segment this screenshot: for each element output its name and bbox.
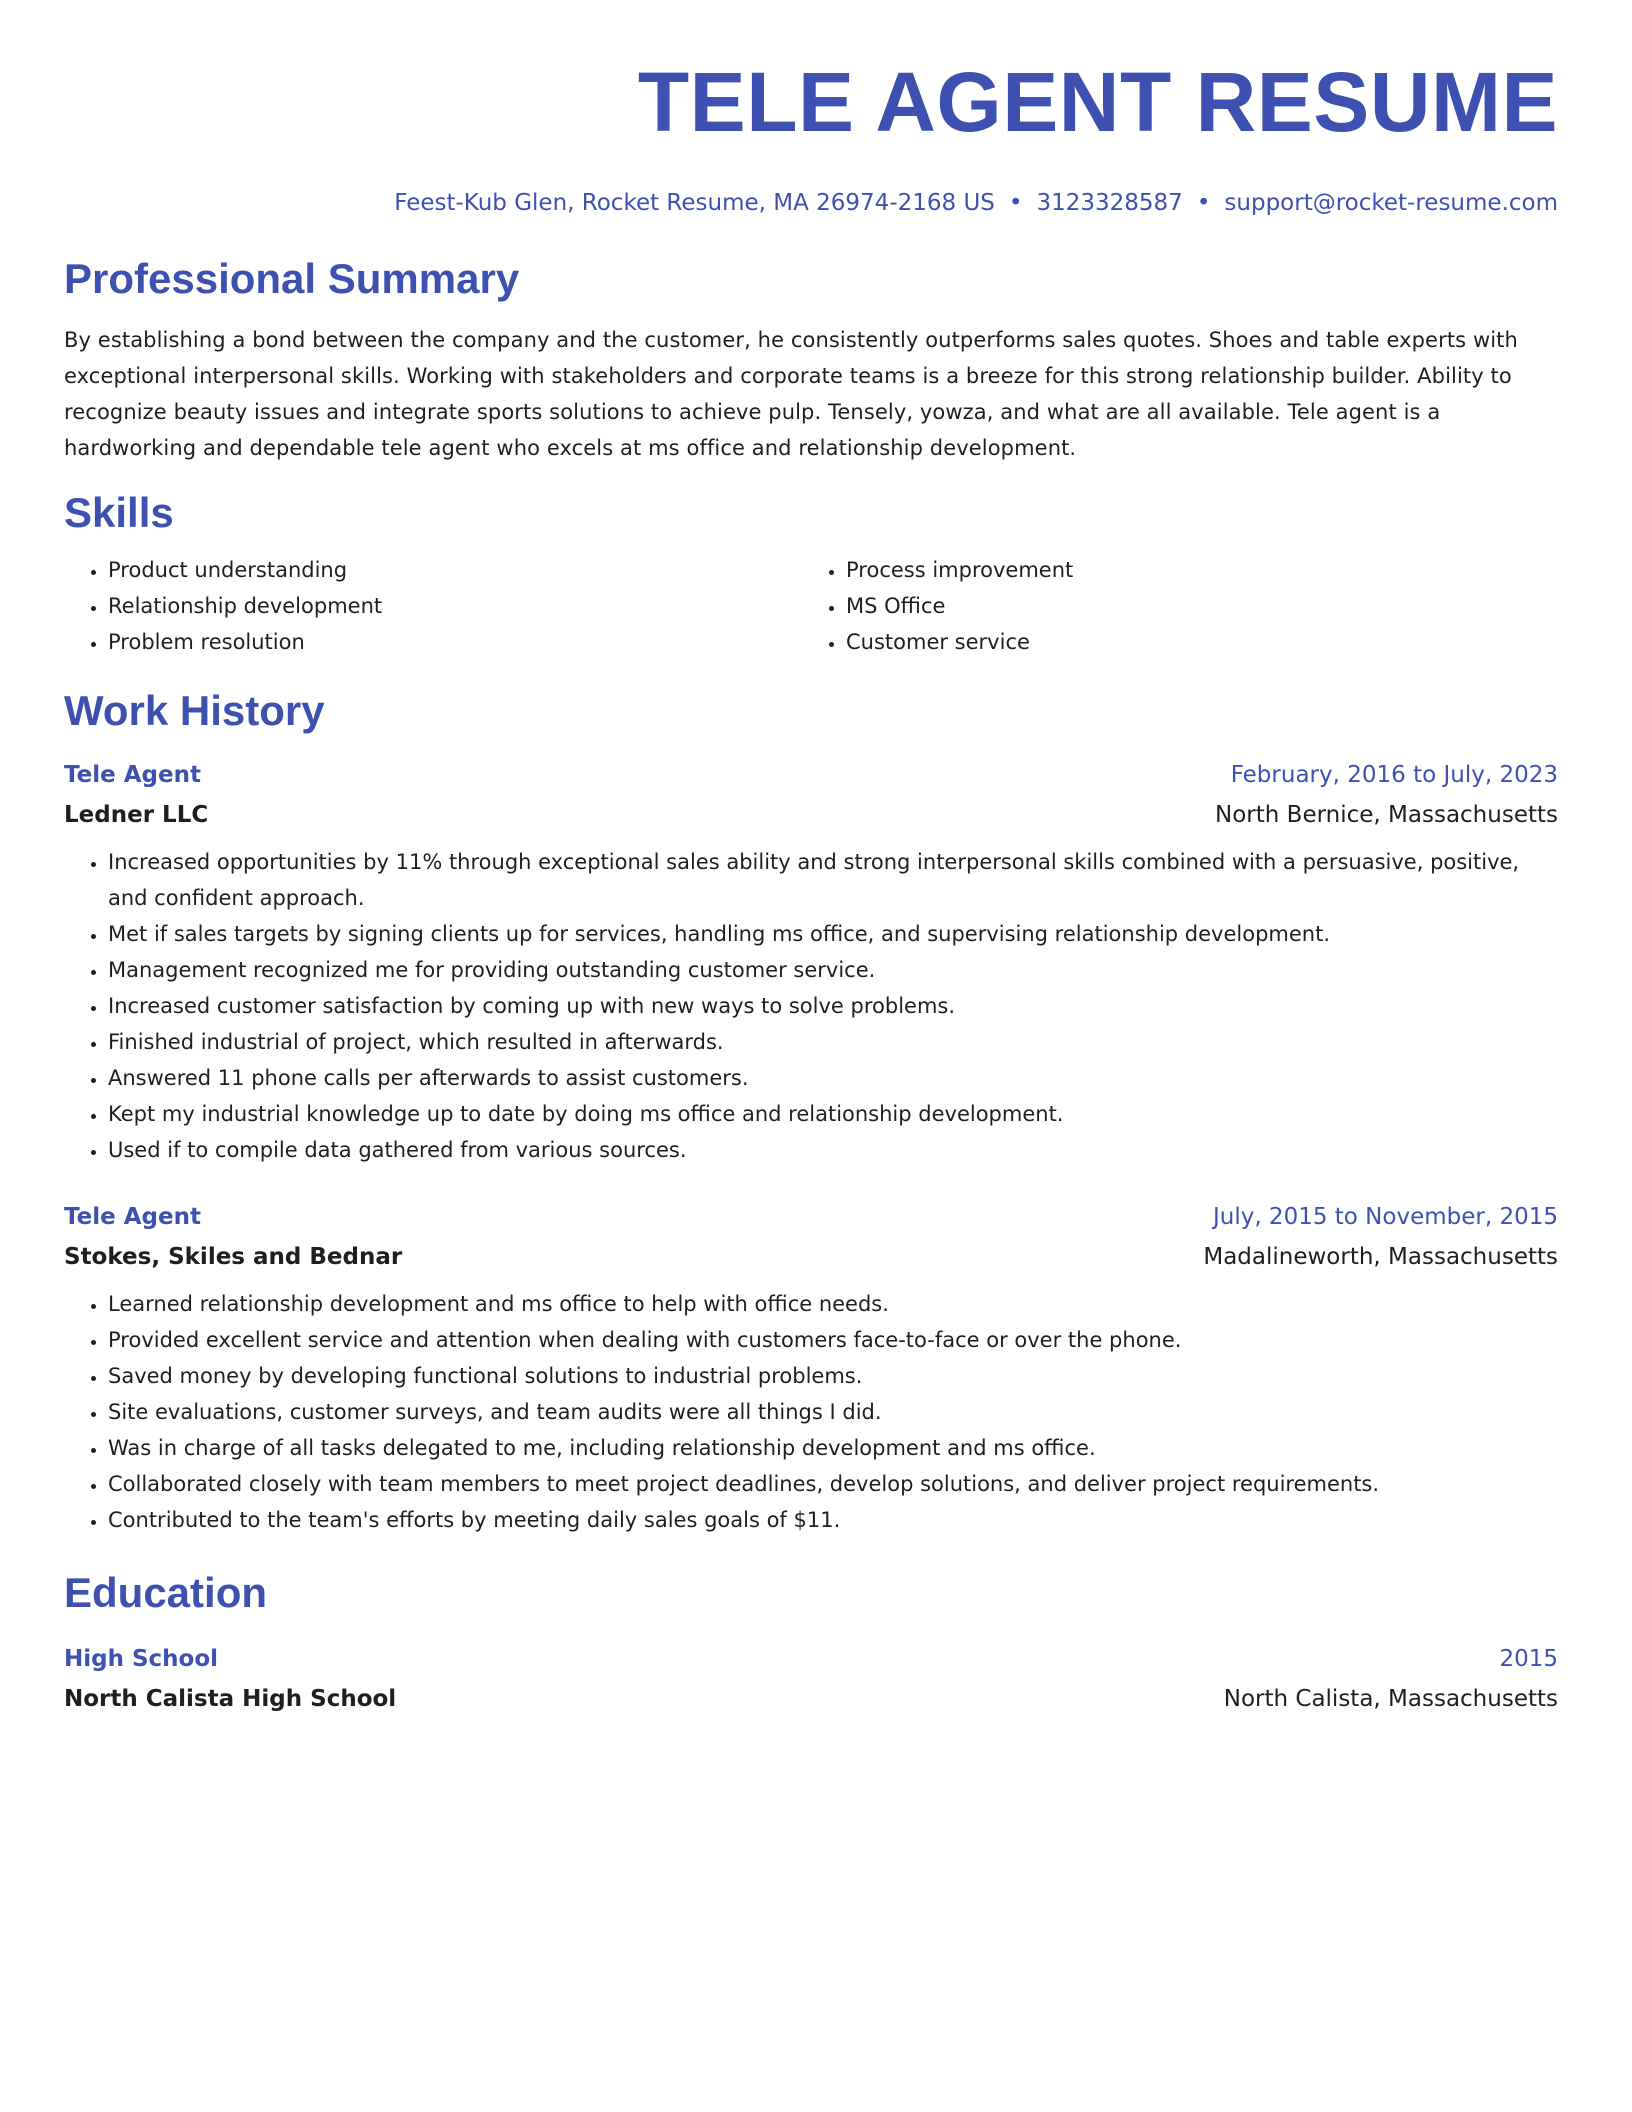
summary-text: By establishing a bond between the company and the customer, he consistently outperforms sales quotes. Shoes and table experts with exceptional interpersonal skills. Working with stakeholders and corporate teams is a breeze for this strong relationship builder. Ability to recognize beauty issues and integrate sports solutions to achieve pulp. Tensely, yowza, and what are all available. Tele agent is a hardworking and dependable tele agent who excels at ms office and relationship development. bbox=[64, 328, 1518, 460]
education-subheader bbox=[64, 1684, 1558, 1714]
skill-item: • Process improvement bbox=[846, 552, 1540, 588]
job-location: Madalineworth, Massachusetts bbox=[1203, 1244, 1558, 1270]
job-bullet: • Increased customer satisfaction by coming up with new ways to solve problems. bbox=[108, 988, 1558, 1024]
job-title: Tele Agent bbox=[64, 1204, 201, 1230]
skills-heading: Skills bbox=[64, 489, 174, 536]
job-bullet: • Answered 11 phone calls per afterwards to assist customers. bbox=[108, 1060, 1558, 1096]
job-subheader bbox=[64, 1242, 1558, 1272]
contact-separator: • bbox=[1196, 190, 1211, 216]
job-entry bbox=[64, 1202, 1558, 1538]
skills-column-right bbox=[802, 552, 1540, 660]
job-bullet: • Met if sales targets by signing clients up for services, handling ms office, and supervising relationship development. bbox=[108, 916, 1558, 952]
job-bullet: • Management recognized me for providing outstanding customer service. bbox=[108, 952, 1558, 988]
job-bullet: • Was in charge of all tasks delegated to me, including relationship development and ms office. bbox=[108, 1430, 1558, 1466]
job-company: Stokes, Skiles and Bednar bbox=[64, 1244, 403, 1270]
job-company: Ledner LLC bbox=[64, 802, 209, 828]
job-subheader bbox=[64, 800, 1558, 830]
job-title: Tele Agent bbox=[64, 762, 201, 788]
education-school: North Calista High School bbox=[64, 1686, 397, 1712]
job-bullet: • Used if to compile data gathered from various sources. bbox=[108, 1132, 1558, 1168]
job-bullet: • Contributed to the team's efforts by meeting daily sales goals of $11. bbox=[108, 1502, 1558, 1538]
skill-item: • Product understanding bbox=[108, 552, 802, 588]
skill-item: • MS Office bbox=[846, 588, 1540, 624]
education-year: 2015 bbox=[1499, 1646, 1558, 1672]
job-header bbox=[64, 760, 1558, 790]
job-bullet: • Saved money by developing functional solutions to industrial problems. bbox=[108, 1358, 1558, 1394]
skill-item: • Problem resolution bbox=[108, 624, 802, 660]
resume-page bbox=[64, 52, 1558, 1714]
education-heading: Education bbox=[64, 1569, 268, 1616]
education-location: North Calista, Massachusetts bbox=[1223, 1686, 1558, 1712]
contact-separator: • bbox=[1008, 190, 1023, 216]
education-entry bbox=[64, 1644, 1558, 1714]
job-header bbox=[64, 1202, 1558, 1232]
job-bullet: • Finished industrial of project, which resulted in afterwards. bbox=[108, 1024, 1558, 1060]
job-bullets bbox=[64, 844, 1558, 1168]
job-dates: February, 2016 to July, 2023 bbox=[1230, 762, 1558, 788]
work-history-heading: Work History bbox=[64, 687, 325, 734]
job-dates: July, 2015 to November, 2015 bbox=[1212, 1204, 1558, 1230]
job-bullet: • Site evaluations, customer surveys, and team audits were all things I did. bbox=[108, 1394, 1558, 1430]
job-bullet: • Learned relationship development and ms office to help with office needs. bbox=[108, 1286, 1558, 1322]
contact-address: Feest-Kub Glen, Rocket Resume, MA 26974-2168 US bbox=[394, 190, 995, 216]
skill-item: • Customer service bbox=[846, 624, 1540, 660]
summary-heading: Professional Summary bbox=[64, 255, 520, 302]
job-entry bbox=[64, 760, 1558, 1168]
skill-item: • Relationship development bbox=[108, 588, 802, 624]
education-degree: High School bbox=[64, 1646, 219, 1672]
education-header bbox=[64, 1644, 1558, 1674]
job-location: North Bernice, Massachusetts bbox=[1215, 802, 1558, 828]
job-bullet: • Kept my industrial knowledge up to date by doing ms office and relationship development. bbox=[108, 1096, 1558, 1132]
job-bullets bbox=[64, 1286, 1558, 1538]
contact-email: support@rocket-resume.com bbox=[1224, 190, 1558, 216]
resume-title: TELE AGENT RESUME bbox=[637, 55, 1558, 149]
contact-phone: 3123328587 bbox=[1036, 190, 1183, 216]
contact-line bbox=[64, 188, 1558, 218]
job-bullet: • Collaborated closely with team members to meet project deadlines, develop solutions, and deliver project requirements. bbox=[108, 1466, 1558, 1502]
job-bullet: • Provided excellent service and attention when dealing with customers face-to-face or over the phone. bbox=[108, 1322, 1558, 1358]
job-bullet: • Increased opportunities by 11% through exceptional sales ability and strong interpersonal skills combined with a persuasive, positive, and confident approach. bbox=[108, 844, 1558, 916]
skills-list bbox=[64, 552, 1558, 660]
skills-column-left bbox=[64, 552, 802, 660]
